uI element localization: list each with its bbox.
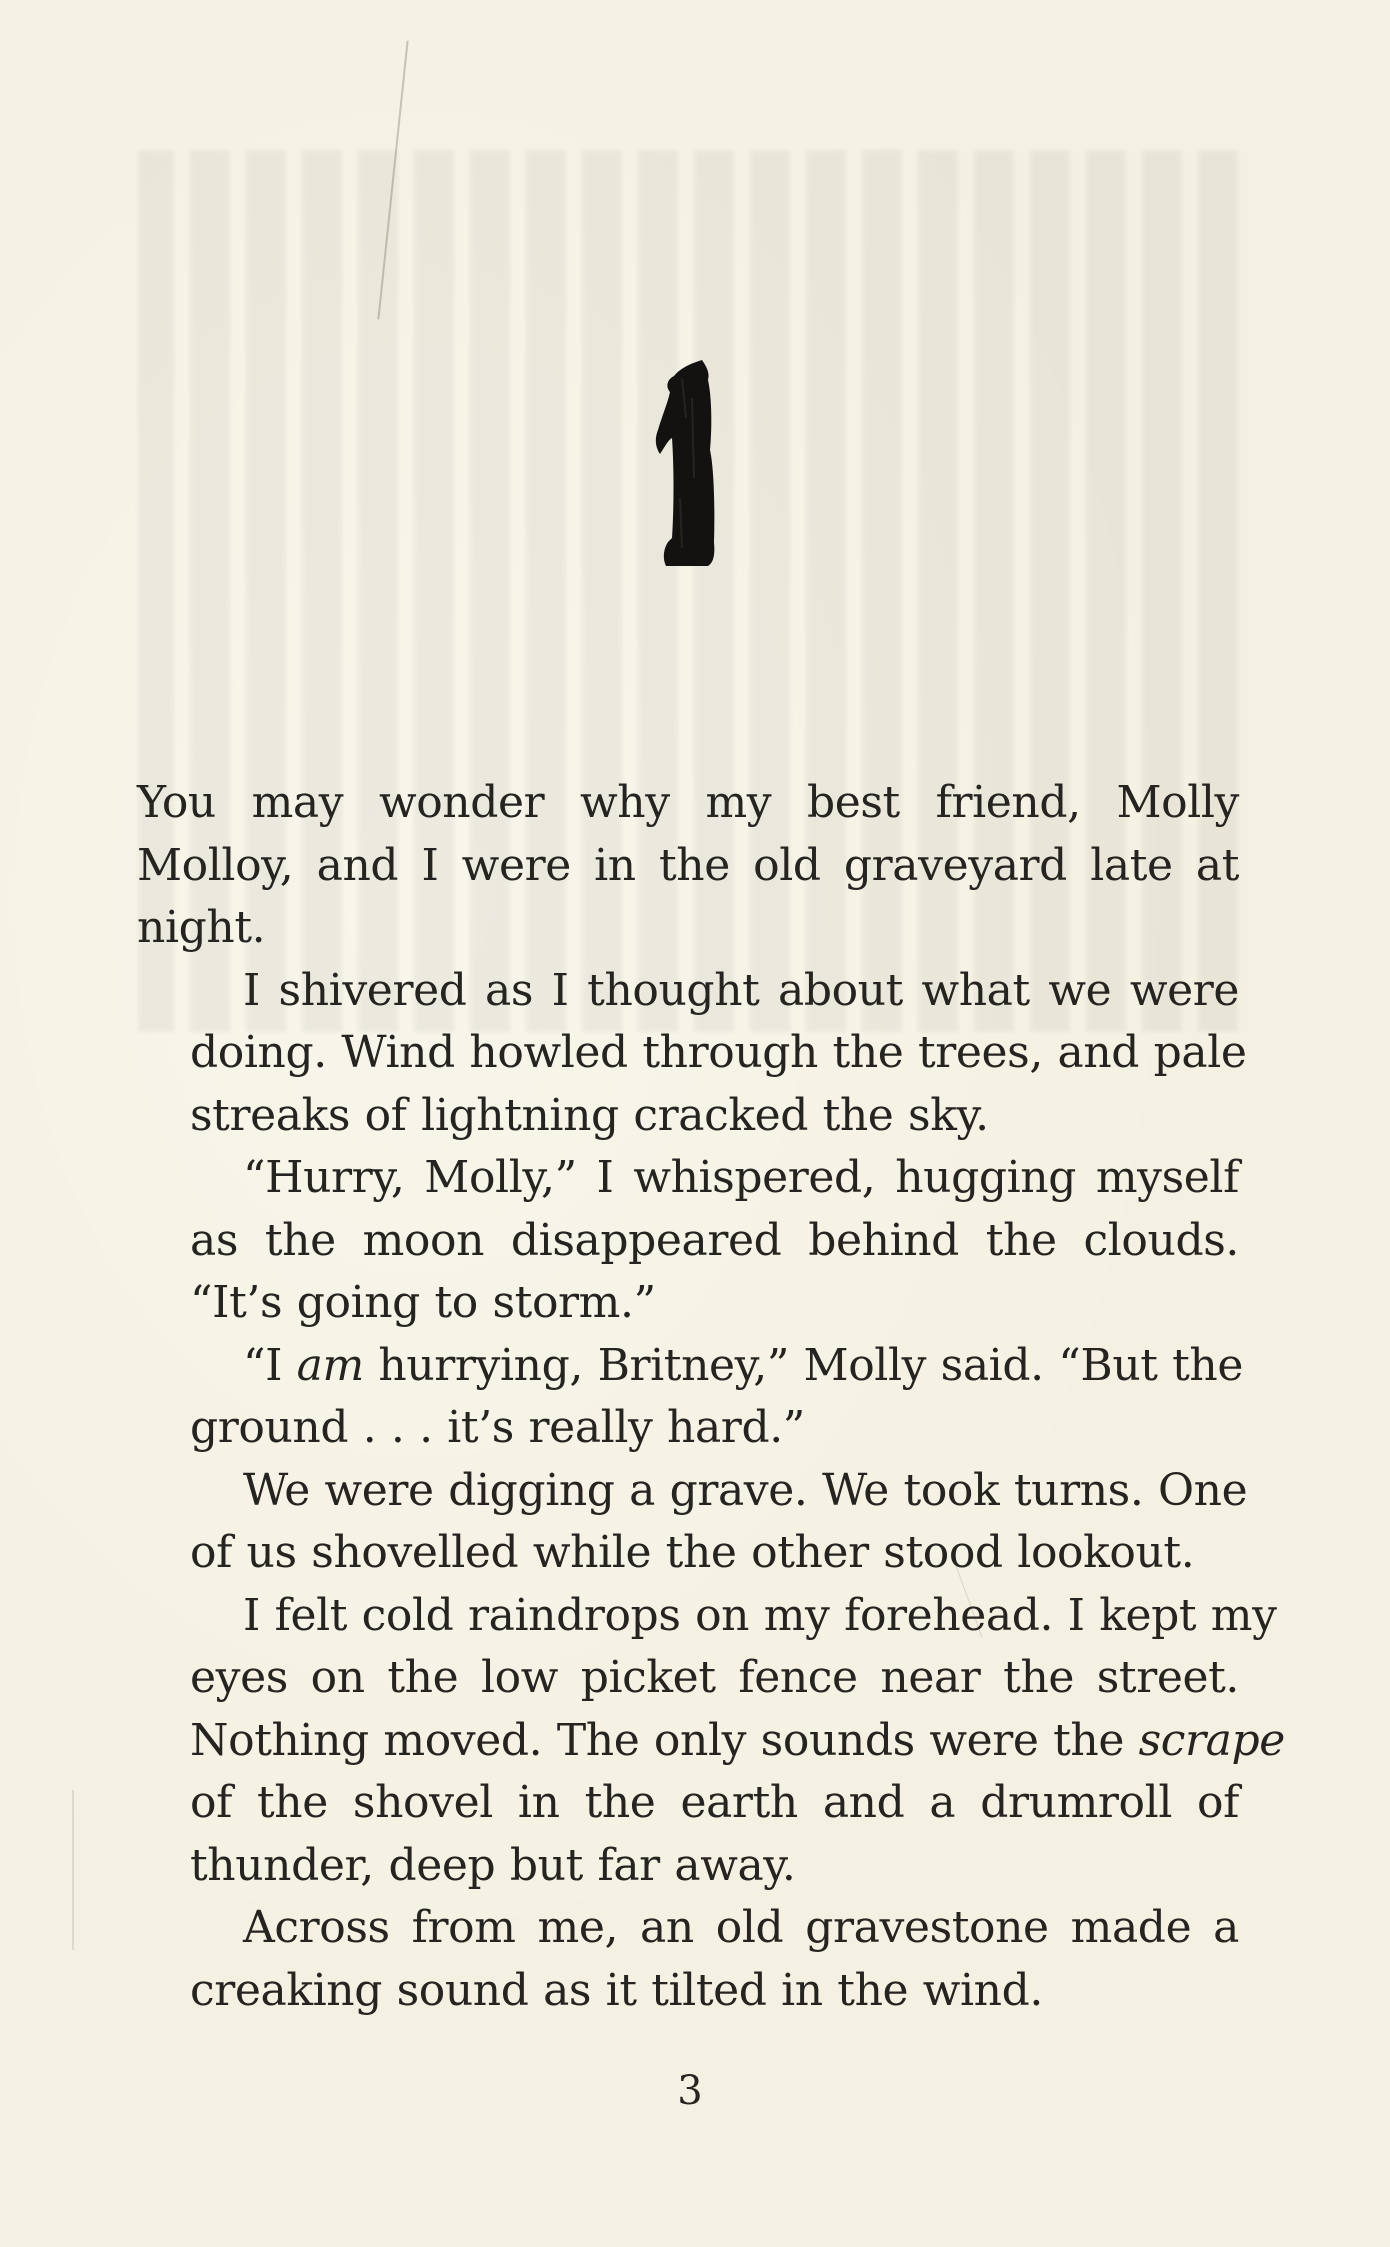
text-line: You may wonder why my best friend, Molly [137,777,1239,828]
chapter-number [652,358,716,568]
text-line: streaks of lightning cracked the sky. [190,1089,989,1141]
paragraph-4 [137,1335,1243,1460]
text-line: Molloy, and I were in the old graveyard late at [137,839,1239,891]
text-line: I shivered as I thought about what we were [243,964,1239,1016]
paper-scratch [72,1790,74,1950]
text-line [137,1710,1285,1773]
paragraph-3 [137,1147,1239,1335]
paragraph-6 [137,1585,1285,1898]
emphasis-text: scrape [1138,1714,1285,1766]
text-line: night. [137,902,266,953]
text-run: “I [243,1339,297,1391]
text-line: of us shovelled while the other stood lookout. [190,1527,1195,1578]
text-line [137,1335,1243,1398]
text-line: “It’s going to storm.” [190,1277,656,1328]
text-run: hurrying, Britney,” Molly said. “But the [363,1339,1243,1391]
text-line: creaking sound as it tilted in the wind. [190,1964,1043,2016]
page-number: 3 [677,2068,703,2114]
text-line: as the moon disappeared behind the clouds. [190,1214,1239,1266]
text-line: ground . . . it’s really hard.” [190,1402,805,1453]
text-line: doing. Wind howled through the trees, and pale [190,1027,1247,1078]
paragraph-2 [137,960,1247,1148]
text-line: Across from me, an old gravestone made a [243,1902,1239,1953]
text-line: “Hurry, Molly,” I whispered, hugging myself [243,1152,1239,1203]
text-line: thunder, deep but far away. [190,1839,796,1891]
emphasis-text: am [296,1339,364,1391]
chapter-body [137,772,1285,2022]
paragraph-7 [137,1897,1239,2022]
text-line: eyes on the low picket fence near the street. [190,1652,1239,1703]
text-run: Nothing moved. The only sounds were the [190,1714,1139,1766]
text-line: We were digging a grave. We took turns. One [243,1464,1248,1516]
text-line: of the shovel in the earth and a drumroll of [190,1777,1239,1828]
paragraph-1 [137,772,1239,960]
paragraph-5 [137,1460,1248,1585]
text-line: I felt cold raindrops on my forehead. I kept my [243,1589,1277,1641]
